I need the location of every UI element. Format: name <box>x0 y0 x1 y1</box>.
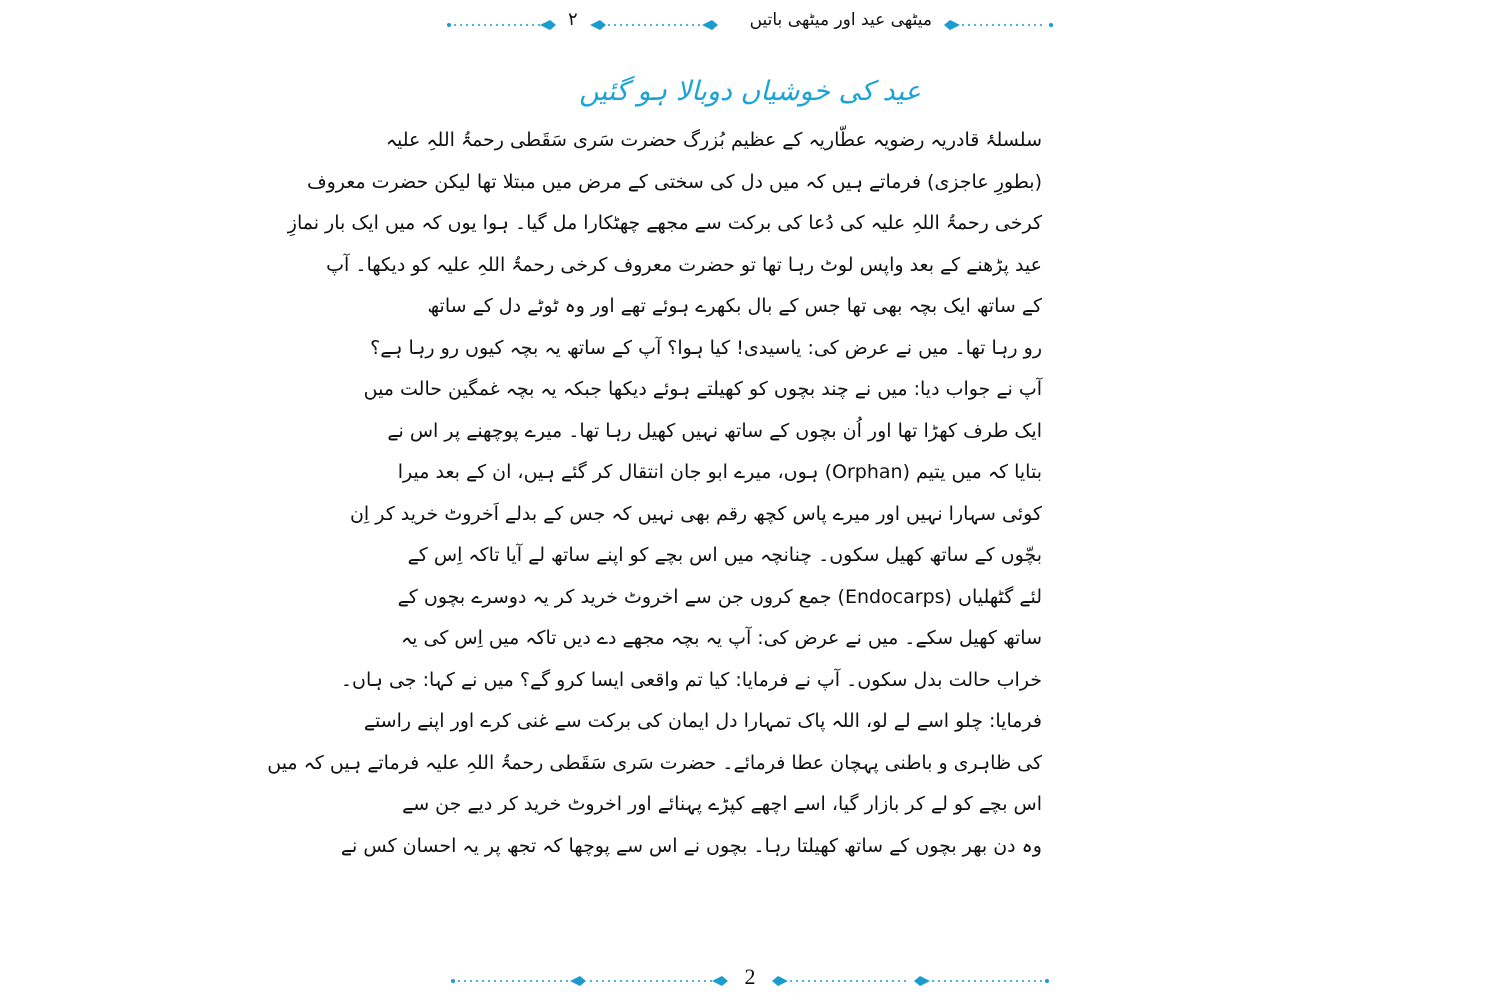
footer-page-number: 2 <box>744 964 756 989</box>
text-line: سلسلۂ قادریہ رضویہ عطّاریہ کے عظیم بُزرگ حضرت سَری سَقَطی رحمۃُ اللہِ علیہ <box>385 129 1042 151</box>
text-line: کی ظاہری و باطنی پہچان عطا فرمائے۔ حضرت سَری سَقَطی رحمۃُ اللہِ علیہ فرماتے ہیں کہ میں <box>267 751 1042 774</box>
chapter-title: عید کی خوشیاں دوبالا ہو گئیں <box>579 76 921 107</box>
text-line: رو رہا تھا۔ میں نے عرض کی: یاسیدی! کیا ہوا؟ آپ کے ساتھ یہ بچہ کیوں رو رہا ہے؟ <box>370 336 1042 359</box>
text-line: بچّوں کے ساتھ کھیل سکوں۔ چنانچہ میں اس بچے کو اپنے ساتھ لے آیا تاکہ اِس کے <box>407 544 1042 566</box>
text-line: ساتھ کھیل سکے۔ میں نے عرض کی: آپ یہ بچہ مجھے دے دیں تاکہ میں اِس کی یہ <box>401 627 1042 649</box>
text-line: فرمایا: چلو اسے لے لو، اللہ پاک تمہارا دل ایمان کی برکت سے غنی کرے اور اپنے راستے <box>363 710 1042 732</box>
text-line: (بطورِ عاجزی) فرماتے ہیں کہ میں دل کی سختی کے مرض میں مبتلا تھا لیکن حضرت معروف <box>306 170 1042 193</box>
text-line: بتایا کہ میں یتیم (Orphan) ہوں، میرے ابو جان انتقال کر گئے ہیں، ان کے بعد میرا <box>397 461 1042 483</box>
text-line: کے ساتھ ایک بچہ بھی تھا جس کے بال بکھرے ہوئے تھے اور وہ ٹوٹے دل کے ساتھ <box>427 295 1042 317</box>
text-line: آپ نے جواب دیا: میں نے چند بچوں کو کھیلتے ہوئے دیکھا جبکہ یہ بچہ غمگین حالت میں <box>363 378 1042 400</box>
body-text <box>267 120 1042 867</box>
text-line: کرخی رحمۃُ اللہِ علیہ کی دُعا کی برکت سے مجھے چھٹکارا مل گیا۔ ہوا یوں کہ میں ایک بار نمازِ <box>287 212 1042 234</box>
text-line: کوئی سہارا نہیں اور میرے پاس کچھ رقم بھی نہیں کہ جس کے بدلے اَخروٹ خرید کر اِن <box>349 502 1042 525</box>
text-line: خراب حالت بدل سکوں۔ آپ نے فرمایا: کیا تم واقعی ایسا کرو گے؟ میں نے کہا: جی ہاں۔ <box>340 668 1042 691</box>
text-line: ایک طرف کھڑا تھا اور اُن بچوں کے ساتھ نہیں کھیل رہا تھا۔ میرے پوچھنے پر اس نے <box>387 419 1042 442</box>
text-line: وہ دن بھر بچوں کے ساتھ کھیلتا رہا۔ بچوں نے اس سے پوچھا کہ تجھ پر یہ احسان کس نے <box>340 834 1042 857</box>
text-line: اس بچے کو لے کر بازار گیا، اسے اچھے کپڑے پہنائے اور اخروٹ خرید کر دیے جن سے <box>402 793 1042 815</box>
header-page-number: ۲ <box>568 9 578 30</box>
header-ornament-right <box>942 18 1054 32</box>
running-header <box>440 8 1060 38</box>
header-ornament-left <box>446 18 558 32</box>
text-line: لئے گٹھلیاں (Endocarps) جمع کروں جن سے اخروٹ خرید کر یہ دوسرے بچوں کے <box>397 585 1042 608</box>
header-title: میٹھی عید اور میٹھی باتیں <box>749 10 932 30</box>
header-ornament-middle <box>590 18 720 32</box>
book-page <box>267 0 1060 1000</box>
footer-ornament-right <box>770 974 1050 988</box>
text-line: عید پڑھنے کے بعد واپس لوٹ رہا تھا تو حضرت معروف کرخی رحمۃُ اللہِ علیہ کو دیکھا۔ آپ <box>326 253 1042 276</box>
page-footer <box>440 964 1060 994</box>
